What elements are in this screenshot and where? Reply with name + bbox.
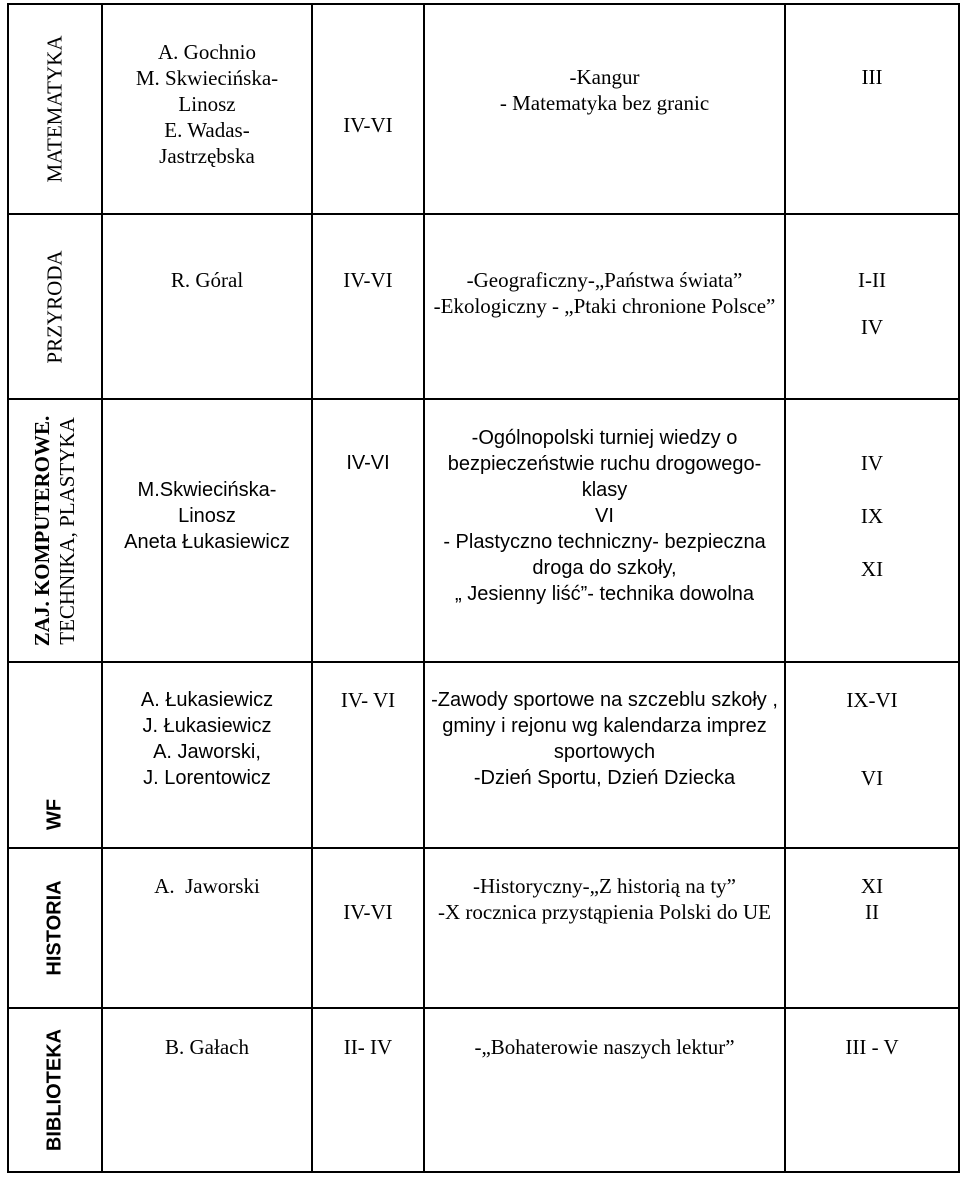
teacher-line: J. Łukasiewicz <box>142 715 272 737</box>
contest-line: -Kangur <box>569 65 640 89</box>
table-row-biblioteka <box>8 1008 959 1172</box>
contest-line: -Ekologiczny - „Ptaki chronione Polsce” <box>433 294 776 318</box>
contest-line: bezpieczeństwie ruchu drogowego-klasy <box>447 453 762 501</box>
subject-cell <box>8 662 102 848</box>
activities-table <box>7 3 960 1173</box>
classes-cell <box>312 399 424 662</box>
level-value: XI <box>860 874 884 898</box>
teacher-line: M. Skwiecińska- <box>135 66 279 90</box>
contests-cell <box>424 848 785 1008</box>
teacher-line: B. Gałach <box>165 1035 249 1059</box>
level-cell <box>785 399 959 662</box>
teacher-line: Aneta Łukasiewicz <box>124 531 290 553</box>
level-value: III <box>861 65 883 89</box>
level-value: VI <box>860 766 884 790</box>
level-value: XI <box>860 557 884 581</box>
teachers-cell <box>102 848 312 1008</box>
subject-label: PRZYRODA <box>42 249 67 364</box>
subject-label <box>30 415 80 645</box>
level-value: IV <box>860 315 884 339</box>
classes-cell <box>312 848 424 1008</box>
level-value: IV <box>860 451 884 475</box>
classes-cell <box>312 1008 424 1172</box>
level-value: III - V <box>845 1035 899 1059</box>
subject-cell <box>8 1008 102 1172</box>
subject-label-line: TECHNIKA, PLASTYKA <box>55 416 79 645</box>
classes-cell <box>312 4 424 214</box>
contests-cell <box>424 399 785 662</box>
teacher-line: Linosz <box>178 92 236 116</box>
contest-line: -Historyczny-„Z historią na ty” <box>473 874 736 898</box>
teachers-cell <box>102 4 312 214</box>
contest-line: -Dzień Sportu, Dzień Dziecka <box>473 767 736 789</box>
contest-line: -„Bohaterowie naszych lektur” <box>474 1035 735 1059</box>
subject-cell <box>8 399 102 662</box>
level-cell <box>785 848 959 1008</box>
teachers-cell <box>102 1008 312 1172</box>
contest-line: sportowych <box>553 741 656 763</box>
teacher-line: A. Jaworski <box>154 874 260 898</box>
contest-line: droga do szkoły, <box>532 557 677 579</box>
table-row-matematyka <box>8 4 959 214</box>
classes-value: IV-VI <box>343 900 393 924</box>
contests-cell <box>424 4 785 214</box>
teacher-line: Linosz <box>178 505 236 527</box>
teachers-cell <box>102 662 312 848</box>
classes-cell <box>312 214 424 399</box>
level-value: I-II <box>858 268 886 292</box>
teacher-line: A. Gochnio <box>158 40 256 64</box>
table-row-technika <box>8 399 959 662</box>
level-cell <box>785 4 959 214</box>
teacher-line: Jastrzębska <box>159 144 255 168</box>
teachers-cell <box>102 214 312 399</box>
level-cell <box>785 662 959 848</box>
subject-cell <box>8 214 102 399</box>
classes-value: IV-VI <box>343 268 393 292</box>
contest-line: -Ogólnopolski turniej wiedzy o <box>471 427 738 449</box>
level-value: IX-VI <box>846 688 898 712</box>
teacher-line: M.Skwiecińska- <box>137 479 277 501</box>
table-row-przyroda <box>8 214 959 399</box>
table-row-historia <box>8 848 959 1008</box>
subject-label: WF <box>43 798 66 831</box>
subject-label: BIBLIOTEKA <box>43 1028 66 1152</box>
contest-line: „ Jesienny liść”- technika dowolna <box>454 583 755 605</box>
contest-line: VI <box>595 505 614 527</box>
level-cell <box>785 1008 959 1172</box>
classes-value: IV-VI <box>346 452 390 474</box>
subject-label-line: ZAJ. KOMPUTEROWE. <box>30 415 54 646</box>
classes-value: II- IV <box>343 1035 393 1059</box>
teacher-line: A. Łukasiewicz <box>140 689 274 711</box>
classes-cell <box>312 662 424 848</box>
level-cell <box>785 214 959 399</box>
classes-value: IV-VI <box>343 113 393 137</box>
level-value: IX <box>860 504 884 528</box>
contest-line: -X rocznica przystąpienia Polski do UE <box>438 900 771 924</box>
contest-line: - Matematyka bez granic <box>499 91 710 115</box>
teacher-line: E. Wadas- <box>164 118 250 142</box>
contests-cell <box>424 662 785 848</box>
teachers-cell <box>102 399 312 662</box>
contest-line: - Plastyczno techniczny- bezpieczna <box>443 531 766 553</box>
subject-cell <box>8 4 102 214</box>
subject-label: HISTORIA <box>43 880 66 976</box>
subject-label: MATEMATYKA <box>42 35 67 183</box>
teacher-line: R. Góral <box>170 268 244 292</box>
teacher-line: A. Jaworski, <box>153 741 261 763</box>
subject-cell <box>8 848 102 1008</box>
contest-line: gminy i rejonu wg kalendarza imprez <box>442 715 767 737</box>
table-row-wf <box>8 662 959 848</box>
contest-line: -Geograficzny-„Państwa świata” <box>466 268 743 292</box>
contests-cell <box>424 214 785 399</box>
teacher-line: J. Lorentowicz <box>143 767 271 789</box>
contest-line: -Zawody sportowe na szczeblu szkoły , <box>431 689 778 711</box>
level-value: II <box>865 900 879 924</box>
contests-cell <box>424 1008 785 1172</box>
classes-value: IV- VI <box>340 688 396 712</box>
